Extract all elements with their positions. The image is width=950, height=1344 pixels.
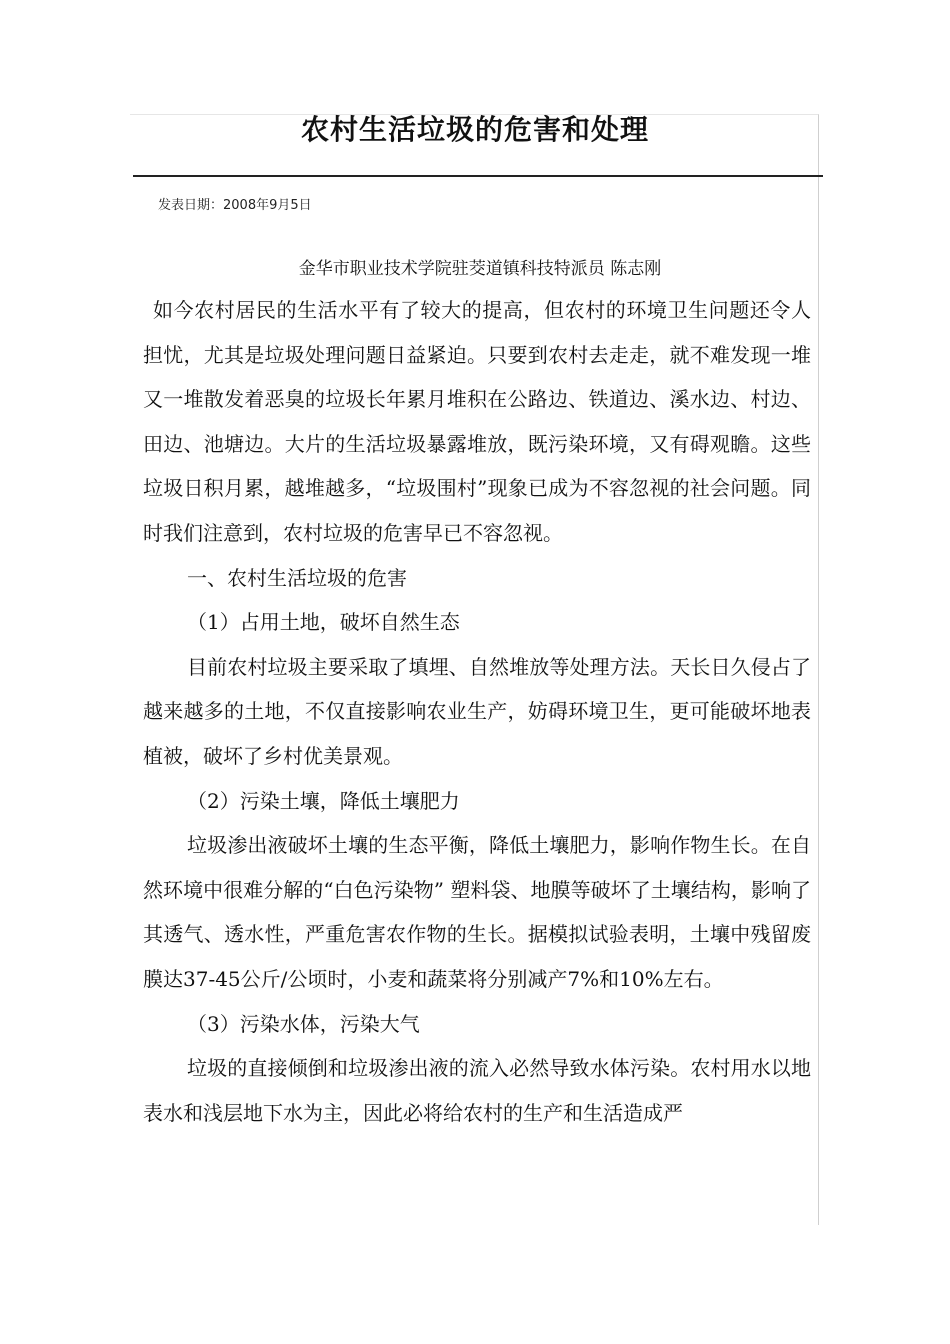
paragraph-intro: 如今农村居民的生活水平有了较大的提高，但农村的环境卫生问题还令人担忧，尤其是垃圾处理问题日益紧迫。只要到农村去走走，就不难发现一堆又一堆散发着恶臭的垃圾长年累月堆积在公路边、铁道边、溪水边、村边、田边、池塘边。大片的生活垃圾暴露堆放，既污染环境，又有碍观瞻。这些垃圾日积月累，越堆越多，“垃圾围村”现象已成为不容忽视的社会问题。同时我们注意到，农村垃圾的危害早已不容忽视。: [143, 298, 811, 545]
paragraph-soil: 垃圾渗出液破坏土壤的生态平衡，降低土壤肥力，影响作物生长。在自然环境中很难分解的“白色污染物” 塑料袋、地膜等破坏了土壤结构，影响了其透气、透水性，严重危害农作物的生长。据模拟试验表明，土壤中残留废膜达37-45公斤/公顷时，小麦和蔬菜将分别减产7%和10%左右。: [143, 833, 811, 991]
subheading-soil: （2）污染土壤，降低土壤肥力: [187, 788, 460, 813]
subheading-water-air: （3）污染水体，污染大气: [187, 1011, 420, 1036]
document-title: 农村生活垃圾的危害和处理: [300, 113, 649, 146]
subheading-land: （1）占用土地，破坏自然生态: [187, 610, 460, 635]
article-body: [143, 288, 811, 1135]
publish-date: 发表日期：2008年9月5日: [158, 198, 312, 213]
title-divider: [133, 175, 823, 177]
section-heading-hazards: 一、农村生活垃圾的危害: [187, 565, 407, 590]
paragraph-land: 目前农村垃圾主要采取了填埋、自然堆放等处理方法。天长日久侵占了越来越多的土地，不仅直接影响农业生产，妨碍环境卫生，更可能破坏地表植被，破坏了乡村优美景观。: [143, 654, 811, 768]
author-line: 金华市职业技术学院驻茭道镇科技特派员 陈志刚: [298, 259, 662, 279]
paragraph-water: 垃圾的直接倾倒和垃圾渗出液的流入必然导致水体污染。农村用水以地表水和浅层地下水为主，因此必将给农村的生产和生活造成严: [143, 1056, 811, 1125]
